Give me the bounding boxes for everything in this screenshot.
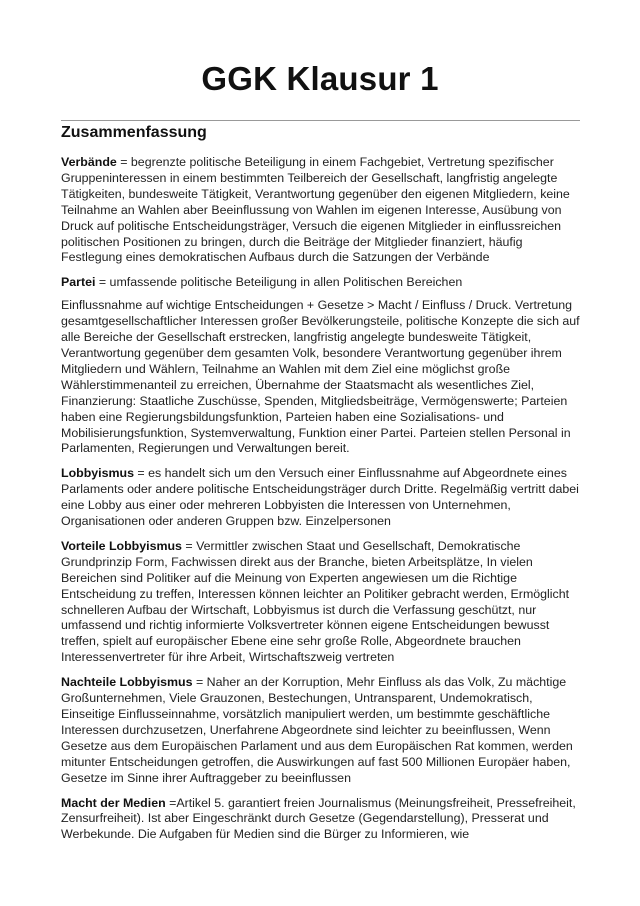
paragraph-nachteile-lobbyismus bbox=[61, 675, 581, 786]
definition-lobbyismus: = es handelt sich um den Versuch einer Einflussnahme auf Abgeordnete eines Parlaments oder andere politische Entscheidungsträger durch Dritte. Regelmäßig vertritt dabei eine Lobby aus einer oder mehreren Lobbyisten die Interessen von Unternehmen, Organisationen oder anderen Gruppen bzw. Einzelpersonen bbox=[61, 466, 579, 529]
term-vorteile-lobbyismus: Vorteile Lobbyismus bbox=[61, 538, 182, 553]
document-title: GGK Klausur 1 bbox=[201, 60, 439, 97]
definition-vorteile-lobbyismus: = Vermittler zwischen Staat und Gesellschaft, Demokratische Grundprinzip Form, Fachwissen direkt aus der Branche, bieten Arbeitsplätze, In vielen Bereichen sind Politiker auf die Meinung von Experten angewiesen um die Richtige Entscheidung zu treffen, Interessen können leichter an Politiker gebracht werden, Ermöglicht schnelleren Aufbau der Wirtschaft, Lobbyismus ist durch die Verfassung geschützt, nur umfassend und richtig informierte Volksvertreter können eigene Entscheidungen bewusst treffen, spielt auf europäischer Ebene eine sehr große Rolle, Abgeordnete brauchen Interessenvertreter für ihre Arbeit, Wirtschaftszweig vertreten bbox=[61, 538, 570, 665]
partei-details-text: Einflussnahme auf wichtige Entscheidungen + Gesetze > Macht / Einfluss / Druck. Vertretung gesamtgesellschaftlicher Interessen großer Bevölkerungsteile, politische Konzepte die sich auf alle Bereiche der Gesellschaft erstrecken, langfristig angelegte bundesweite Tätigkeit, Verantwortung gegenüber dem gesamten Volk, besondere Verantwortung gegenüber ihrem Mitgliedern und Wählern, Teilnahme an Wahlen mit dem Ziel eine möglichst große Wählerstimmenanteil zu erreichen, Übernahme der Staatsmacht als wesentliches Ziel, Finanzierung: Staatliche Zuschüsse, Spenden, Mitgliedsbeiträge, Vermögenswerte; Parteien haben eine Regierungsbildungsfunktion, Parteien haben eine Sozialisations- und Mobilisierungsfunktion, Systemverwaltung, Funktion einer Partei. Parteien stellen Personal in Parlamenten, Regierungen und Verwaltungen bereit. bbox=[61, 298, 580, 456]
term-nachteile-lobbyismus: Nachteile Lobbyismus bbox=[61, 675, 193, 690]
document-body bbox=[61, 155, 581, 852]
definition-macht-der-medien: =Artikel 5. garantiert freien Journalismus (Meinungsfreiheit, Pressefreiheit, Zensurfreiheit). Ist aber Eingeschränkt durch Gesetze (Gegendarstellung), Presserat und Werbekunde. Die Aufgaben für Medien sind die Bürger zu Informieren, wie bbox=[61, 795, 576, 842]
title-divider bbox=[61, 120, 580, 121]
paragraph-partei bbox=[61, 275, 581, 291]
term-partei: Partei bbox=[61, 275, 96, 290]
section-title: Zusammenfassung bbox=[61, 124, 207, 141]
definition-partei: = umfassende politische Beteiligung in allen Politischen Bereichen bbox=[95, 275, 463, 290]
paragraph-partei-details bbox=[61, 298, 581, 457]
term-lobbyismus: Lobbyismus bbox=[61, 466, 134, 481]
term-macht-der-medien: Macht der Medien bbox=[61, 795, 166, 810]
term-verbaende: Verbände bbox=[61, 155, 117, 169]
paragraph-lobbyismus bbox=[61, 466, 581, 530]
paragraph-vorteile-lobbyismus bbox=[61, 539, 581, 666]
definition-nachteile-lobbyismus: = Naher an der Korruption, Mehr Einfluss als das Volk, Zu mächtige Großunternehmen, Viele Grauzonen, Bestechungen, Untransparent, Undemokratisch, Einseitige Einflusseinnahme, vorsätzlich manipuliert werden, um bestimmte geschäftliche Interessen durchzusetzen, Unerfahrene Abgeordnete sind leichter zu beeinflussen, Wenn Gesetze aus dem Europäischen Parlament und aus dem Europäischen Rat kommen, werden mitunter Entscheidungen getroffen, die Auswirkungen auf fast 500 Millionen Europäer haben, Gesetze im Sinne ihrer Auftraggeber zu beeinflussen bbox=[61, 675, 573, 785]
paragraph-verbaende bbox=[61, 155, 581, 266]
paragraph-macht-der-medien bbox=[61, 796, 581, 844]
definition-verbaende: = begrenzte politische Beteiligung in einem Fachgebiet, Vertretung spezifischer Gruppeninteressen in einem bestimmten Teilbereich der Gesellschaft, langfristig angelegte Tätigkeiten, bundesweite Tätigkeit, Verantwortung gegenüber den eigenen Mitgliedern, keine Teilnahme an Wahlen aber Beeinflussung von Wahlen im eigenen Interesse, Ausübung von Druck auf politische Entscheidungsträger, Versuch die eigenen Mitglieder in einflussreichen politischen Positionen zu bringen, durch die Beiträge der Mitglieder finanziert, häufig Festlegung eines demokratischen Aufbaus durch die Satzungen der Verbände bbox=[61, 155, 570, 265]
